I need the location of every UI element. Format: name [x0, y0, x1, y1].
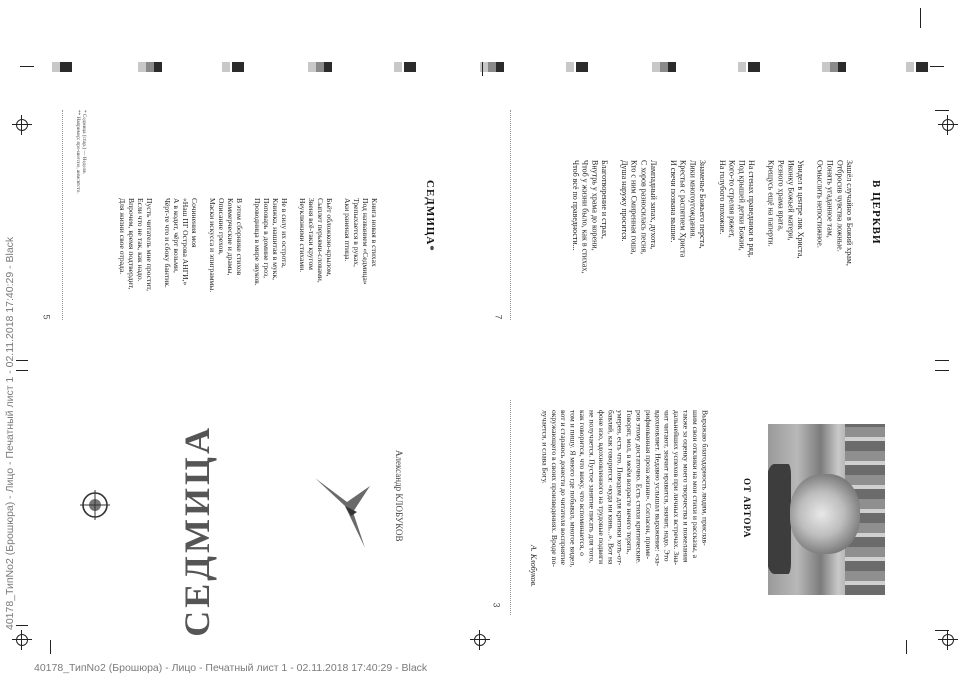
- author-portrait-photo: [768, 424, 885, 595]
- cover-author: Александр КЛОБУКОВ: [394, 450, 405, 542]
- author-signature: А. Клобуков.: [529, 545, 539, 588]
- page-number: 5: [41, 314, 52, 320]
- page-number: 7: [493, 314, 504, 320]
- reg-swatch: [232, 62, 244, 72]
- reg-swatch: [324, 62, 332, 72]
- registration-crosshair-icon: [470, 630, 490, 650]
- cover-title: СЕДМИЦА: [177, 425, 217, 637]
- registration-crosshair-icon: [938, 630, 958, 650]
- crop-mark: [16, 360, 28, 361]
- fold-guide: [62, 110, 63, 320]
- reg-swatch: [668, 62, 676, 72]
- crop-mark: [482, 62, 483, 76]
- poem-title: В ЦЕРКВИ: [870, 180, 882, 245]
- reg-swatch: [660, 62, 668, 72]
- crop-mark: [930, 66, 944, 67]
- reg-swatch: [906, 62, 914, 72]
- reg-swatch: [316, 62, 324, 72]
- reg-swatch: [146, 62, 154, 72]
- print-slug-bottom: 40178_ТипNo2 (Брошюра) - Лицо - Печатный лист 1 - 02.11.2018 17:40:29 - Black: [34, 662, 428, 674]
- registration-crosshair-icon: [12, 630, 32, 650]
- reg-swatch: [916, 62, 928, 72]
- fold-guide: [510, 110, 511, 320]
- footnote: * Седмица (стар.) — Неделя. ** Например: про-шегсно, аимсвтсто.: [75, 110, 87, 194]
- reg-swatch: [830, 62, 838, 72]
- foreword-body: Выражаю благодарность людям, прислав- шим свои отклики на мои стихи и рассказы, а также за оценку моего творчества и пожелания дальнейших успехов при личных встречах. Зна- чит читают, значит нравится, значит, надо. Это вдохновляет. Недавно услышал выражение: «за- рифмованная проза жизни». Согласен, приме- ров этому достаточно. Есть стихи критические. Говорят, мол, в моём возрасте нечего терять, умерен, есть что. Поводом для критики хоть-от- бавляй, как говорится: «куда ни кинь...». Вот на фоне изо, вдохновленного на трудовые подвиги не получается. Пустое занятие писать для того, как говорится, что вижу, что вспоминается, о том и пишу. Я много где побывал, многое видел, вот и стараюсь донести до читателя восприятие окружающего в своих произведениях. Вроде по- лучается, и слава Богу.: [540, 410, 710, 568]
- reg-swatch: [138, 62, 146, 72]
- section-title: ОТ АВТОРА: [742, 478, 752, 539]
- crop-mark: [920, 8, 921, 28]
- reg-swatch: [60, 62, 72, 72]
- reg-swatch: [488, 62, 496, 72]
- reg-swatch: [52, 62, 60, 72]
- reg-swatch: [822, 62, 830, 72]
- poem-title: СЕДМИЦА*: [424, 180, 436, 252]
- reg-swatch: [738, 62, 746, 72]
- poem-body: Зашёл случайно в Божий храм, Отбросив чувства ложные. Понять угаданное там, Осмыслить непостижное. Увидел в центре лик Христа, Иконку Божьей матери, Резного храма врата, Крещусь ещё на паперти. На стенах праведники в ряд, Под крышей детки Божии, Кого-то стреляя ряжет, На голубого похожие. Знаменье Божьего перста, Лики многоугождания. Крестья с распятием Христа И свечи позвана вышие. Лампадный запах, духота, С хоров разносилась песня, Кто с ним Смиренная гоша, Душа наружу просится. Благотворение и страх, Внутрь у храма до корени, Чтоб у жизни было, как в стихах, Чтоб всё по праведности...: [570, 160, 855, 274]
- crop-mark: [906, 640, 907, 654]
- reg-swatch: [404, 62, 416, 72]
- reg-swatch: [566, 62, 574, 72]
- fold-guide: [510, 400, 511, 615]
- poem-body: Книга новая в стихах Под названием «Седмица» Трепыхается в руках, Аки раненая птица. Бьёт обложкою-крылом, Сыплет перьями-словами, Звеня всё-таки кругом Неуклюжими стихами. Не в силу их острота, Книжка, нашитая в мукк, Поповарь в домине гроз, Проводница в мире звуков. В этом сборнике стихов Коммерческие и драмы, Описание грехов, Маски искусса и эпиграммы. Сочинения моя «Наш ПГ Острова АНГИ,» А в кодит, чёрт возьми, Чёрт-те что и сбоку бантик. Пусть читатель мне простит, Если что не так, как надо. Впрочем, время подтвердит, Для жизни свое отрада.: [118, 198, 379, 293]
- crop-mark: [16, 370, 28, 371]
- reg-swatch: [222, 62, 230, 72]
- crop-mark: [20, 66, 34, 67]
- crop-mark: [50, 640, 51, 654]
- reg-swatch: [652, 62, 660, 72]
- crop-mark: [935, 110, 949, 111]
- reg-swatch: [576, 62, 588, 72]
- crop-mark: [16, 625, 28, 626]
- reg-swatch: [496, 62, 504, 72]
- reg-swatch: [838, 62, 846, 72]
- page-number: 3: [491, 602, 502, 608]
- reg-swatch: [308, 62, 316, 72]
- bird-silhouette-icon: [305, 468, 375, 553]
- publisher-emblem-icon: [78, 488, 112, 522]
- registration-crosshair-icon: [938, 115, 958, 135]
- print-slug-left: 40178_ТипNo2 (Брошюра) - Лицо - Печатный лист 1 - 02.11.2018 17:40:29 - Black: [4, 236, 16, 630]
- crop-mark: [935, 360, 949, 361]
- reg-swatch: [154, 62, 162, 72]
- crop-mark: [935, 370, 949, 371]
- reg-swatch: [394, 62, 402, 72]
- reg-swatch: [748, 62, 760, 72]
